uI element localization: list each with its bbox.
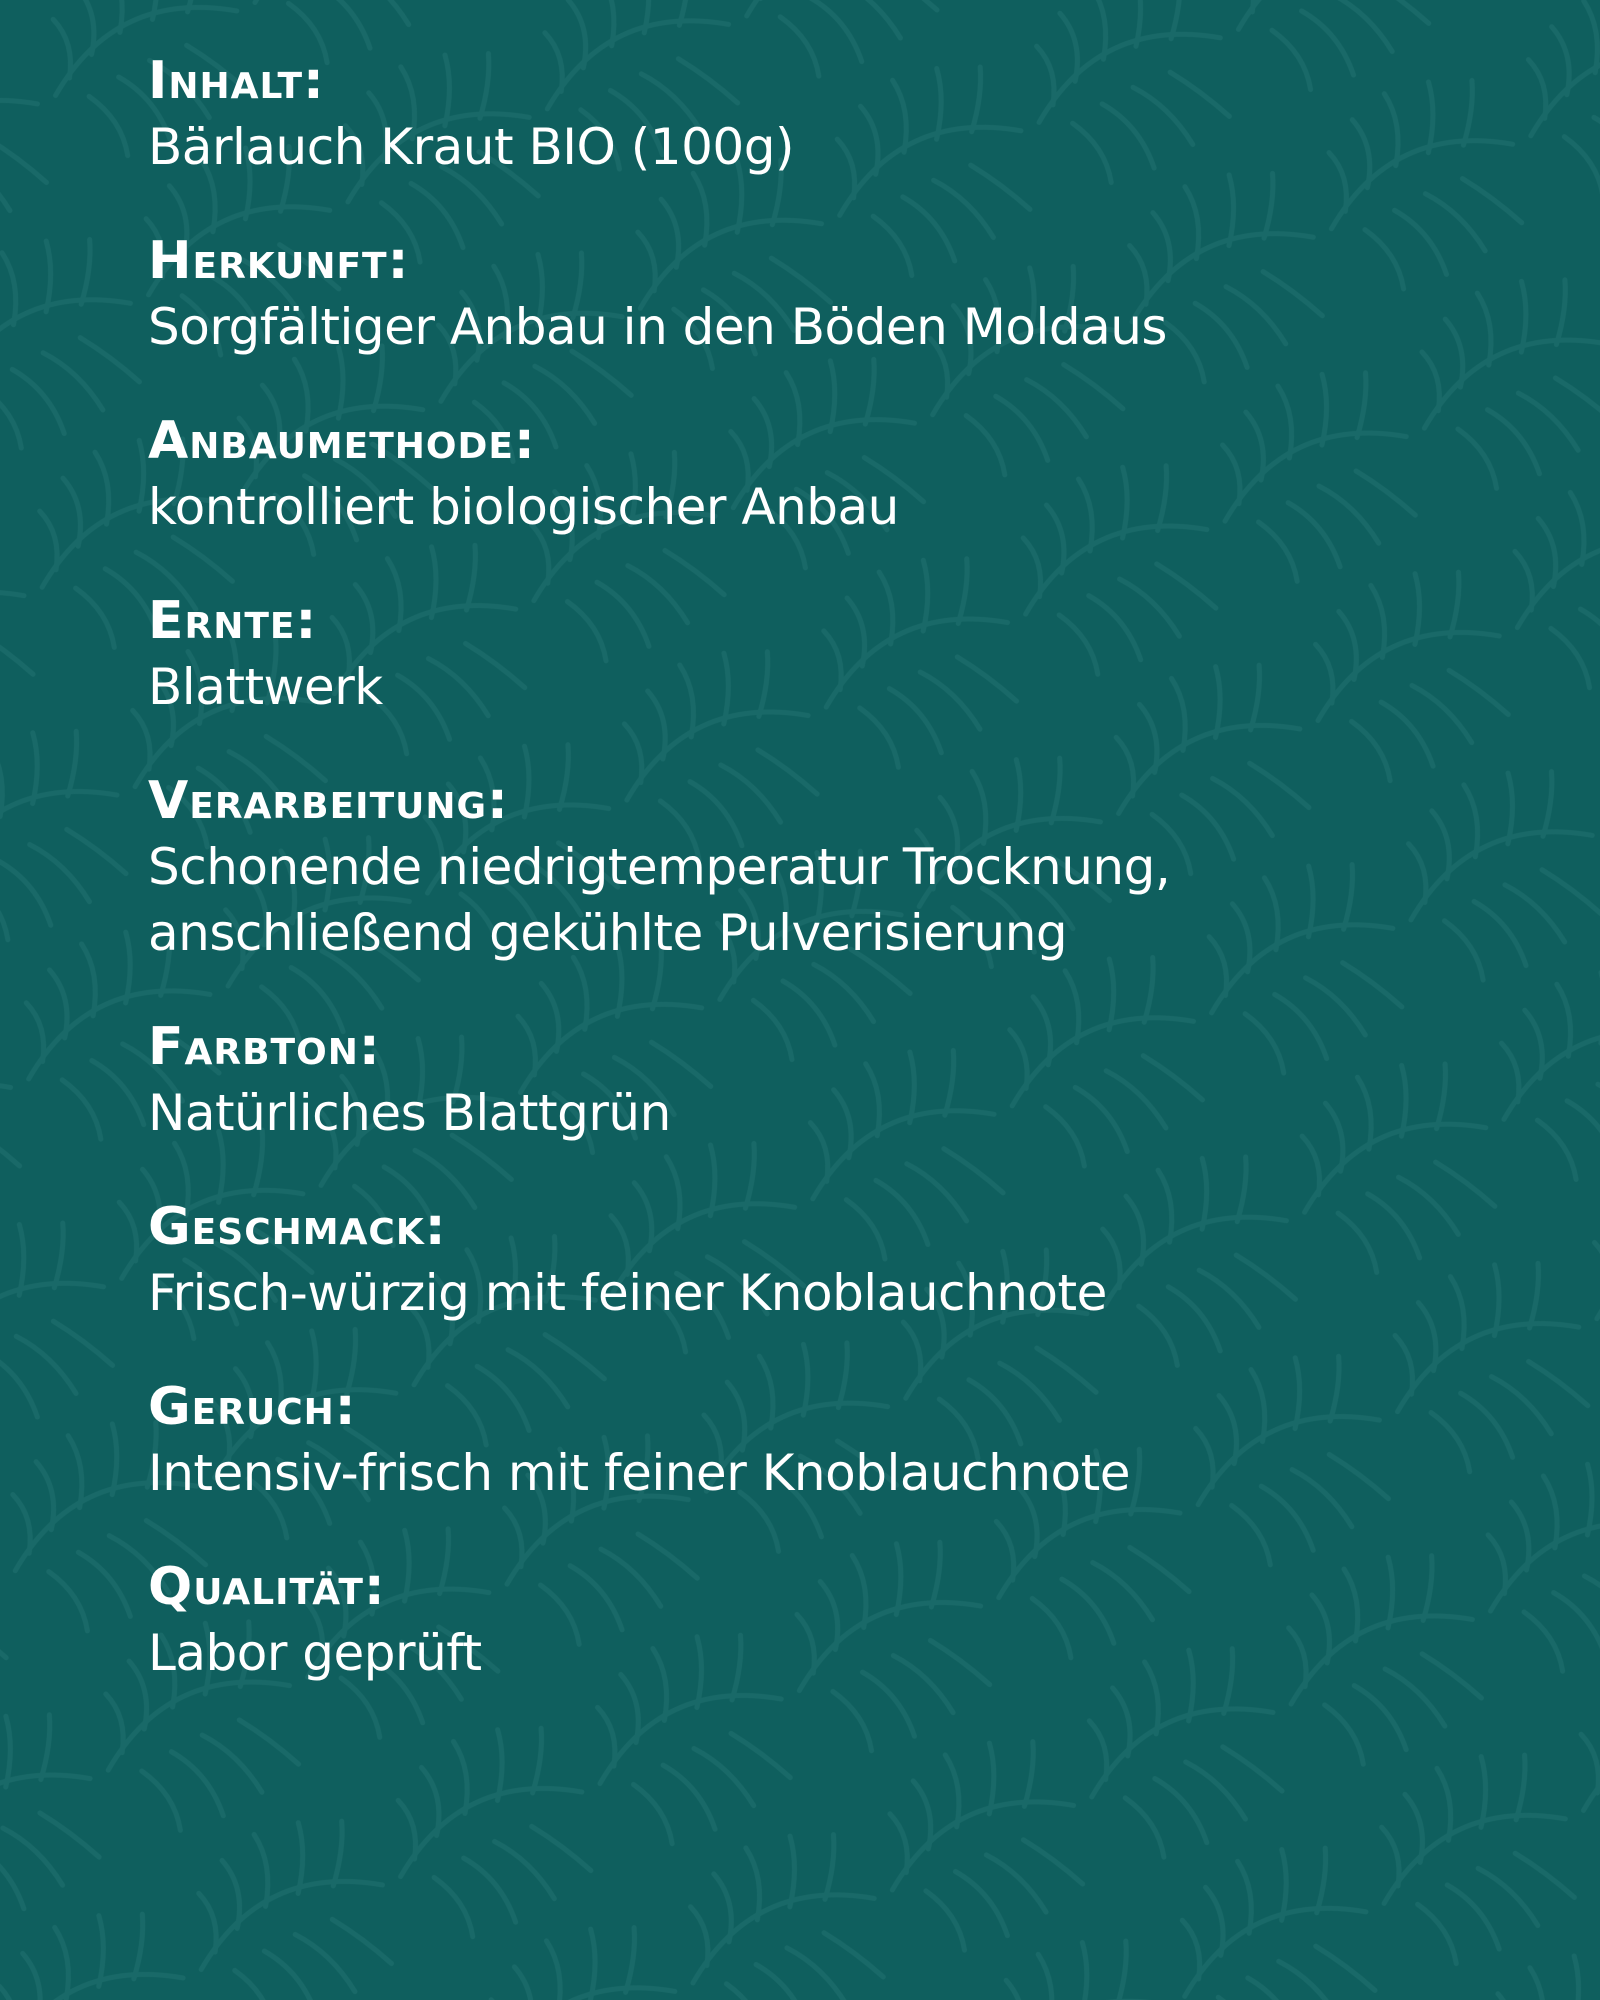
section-value: Natürliches Blattgrün xyxy=(148,1084,671,1142)
section-label: Qualität: xyxy=(148,1557,386,1617)
section-value: Intensiv-frisch mit feiner Knoblauchnote xyxy=(148,1444,1131,1502)
section-value: kontrolliert biologischer Anbau xyxy=(148,478,899,536)
section-label: Verarbeitung: xyxy=(148,771,509,831)
section-value: Blattwerk xyxy=(148,658,383,716)
section-value: Schonende niedrigtemperatur Trocknung, anschließend gekühlte Pulverisierung xyxy=(148,838,1171,962)
info-section-geruch xyxy=(148,1374,1488,1506)
info-section-anbaumethode xyxy=(148,408,1488,540)
section-value: Bärlauch Kraut BIO (100g) xyxy=(148,118,794,176)
product-info-list xyxy=(148,48,1488,1734)
section-label: Farbton: xyxy=(148,1017,381,1077)
section-value: Sorgfältiger Anbau in den Böden Moldaus xyxy=(148,298,1167,356)
section-label: Ernte: xyxy=(148,591,318,651)
section-label: Inhalt: xyxy=(148,51,325,111)
section-label: Herkunft: xyxy=(148,231,410,291)
info-section-herkunft xyxy=(148,228,1488,360)
info-section-geschmack xyxy=(148,1194,1488,1326)
info-section-inhalt xyxy=(148,48,1488,180)
section-label: Anbaumethode: xyxy=(148,411,536,471)
info-section-qualitaet xyxy=(148,1554,1488,1686)
section-label: Geschmack: xyxy=(148,1197,447,1257)
section-value: Frisch-würzig mit feiner Knoblauchnote xyxy=(148,1264,1107,1322)
section-value: Labor geprüft xyxy=(148,1624,482,1682)
section-label: Geruch: xyxy=(148,1377,357,1437)
info-section-ernte xyxy=(148,588,1488,720)
info-section-verarbeitung xyxy=(148,768,1488,966)
info-section-farbton xyxy=(148,1014,1488,1146)
